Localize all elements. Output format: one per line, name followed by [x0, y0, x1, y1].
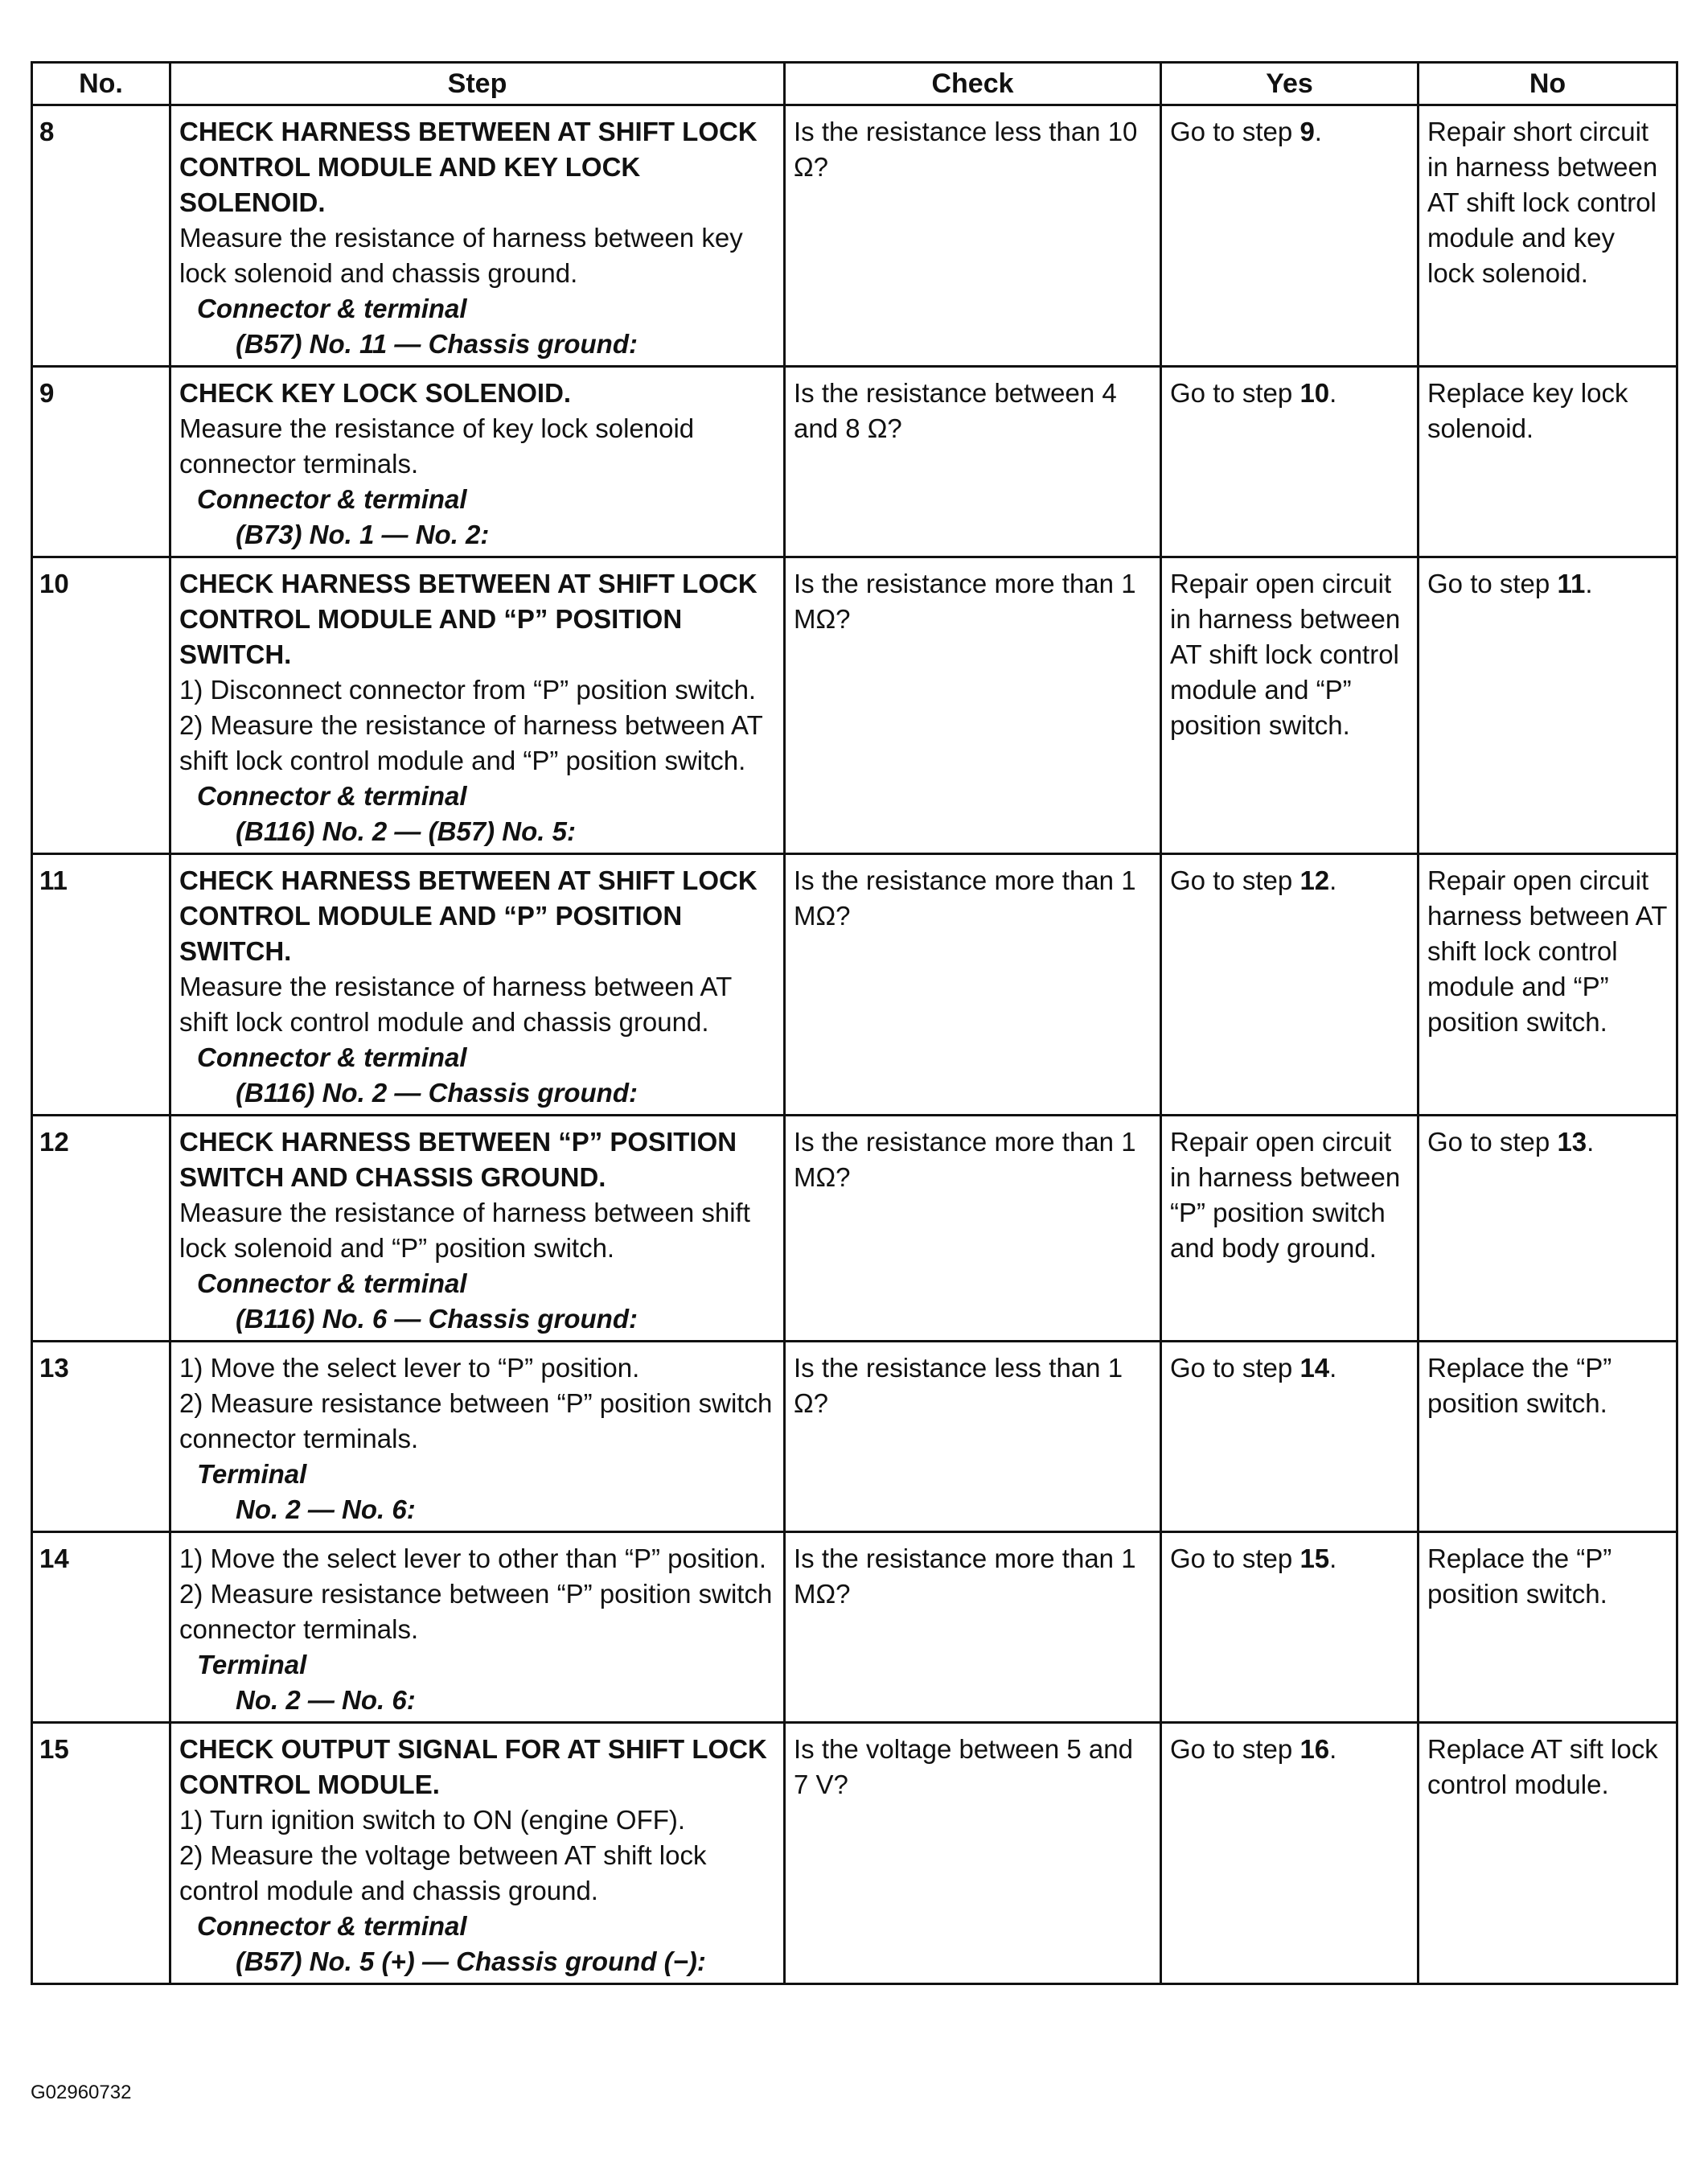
- check-cell: Is the resistance more than 1 MΩ?: [785, 557, 1161, 854]
- step-cell: [170, 1342, 785, 1532]
- step-number: 13: [32, 1342, 170, 1532]
- header-check: Check: [785, 63, 1161, 105]
- table-body: [32, 105, 1677, 1984]
- no-cell: [1419, 1532, 1677, 1723]
- step-heading: CHECK HARNESS BETWEEN “P” POSITION SWITCH AND CHASSIS GROUND.: [179, 1127, 737, 1192]
- step-instruction: 2) Measure resistance between “P” position switch connector terminals.: [179, 1388, 773, 1453]
- terminal-value: No. 2 — No. 6:: [236, 1494, 416, 1524]
- yes-text: Go to step: [1170, 1734, 1300, 1764]
- check-cell: Is the voltage between 5 and 7 V?: [785, 1723, 1161, 1984]
- step-cell: [170, 557, 785, 854]
- no-text: Go to step: [1427, 569, 1558, 598]
- yes-cell: [1161, 105, 1419, 367]
- step-number: 14: [32, 1532, 170, 1723]
- no-cell: [1419, 1116, 1677, 1342]
- header-step: Step: [170, 63, 785, 105]
- table-row: [32, 1723, 1677, 1984]
- step-instruction: 2) Measure resistance between “P” position switch connector terminals.: [179, 1579, 773, 1644]
- yes-text: Go to step: [1170, 378, 1300, 408]
- yes-text: 16: [1299, 1734, 1330, 1764]
- no-text: .: [1587, 1127, 1595, 1157]
- step-cell: [170, 854, 785, 1116]
- check-cell: Is the resistance more than 1 MΩ?: [785, 854, 1161, 1116]
- table-row: [32, 1342, 1677, 1532]
- check-cell: Is the resistance less than 10 Ω?: [785, 105, 1161, 367]
- table-row: [32, 105, 1677, 367]
- no-text: Repair short circuit in harness between AT shift lock control module and key lock solenoid.: [1427, 117, 1658, 288]
- step-heading: CHECK KEY LOCK SOLENOID.: [179, 378, 572, 408]
- terminal-label: Connector & terminal: [197, 294, 467, 323]
- step-instruction: 2) Measure the resistance of harness between AT shift lock control module and “P” position switch.: [179, 710, 763, 775]
- step-instruction: 2) Measure the voltage between AT shift lock control module and chassis ground.: [179, 1840, 707, 1905]
- yes-text: 12: [1299, 865, 1330, 895]
- diagnostic-table: [31, 61, 1678, 1985]
- no-text: 11: [1557, 569, 1586, 598]
- step-cell: [170, 1723, 785, 1984]
- terminal-label: Connector & terminal: [197, 1911, 467, 1941]
- terminal-label: Connector & terminal: [197, 1268, 467, 1298]
- yes-text: .: [1329, 1543, 1337, 1573]
- no-cell: [1419, 557, 1677, 854]
- terminal-value: (B116) No. 2 — (B57) No. 5:: [236, 816, 576, 846]
- yes-text: .: [1329, 1734, 1337, 1764]
- yes-cell: [1161, 557, 1419, 854]
- no-cell: [1419, 105, 1677, 367]
- yes-cell: [1161, 1342, 1419, 1532]
- header-no: No.: [32, 63, 170, 105]
- yes-text: Repair open circuit in harness between “P” position switch and body ground.: [1170, 1127, 1401, 1263]
- no-cell: [1419, 1342, 1677, 1532]
- step-instruction: 1) Move the select lever to “P” position.: [179, 1353, 640, 1383]
- yes-text: .: [1314, 117, 1322, 146]
- table-row: [32, 854, 1677, 1116]
- yes-text: Go to step: [1170, 1353, 1300, 1383]
- step-heading: CHECK HARNESS BETWEEN AT SHIFT LOCK CONTROL MODULE AND KEY LOCK SOLENOID.: [179, 117, 758, 217]
- terminal-value: (B57) No. 5 (+) — Chassis ground (−):: [236, 1946, 706, 1976]
- yes-text: Go to step: [1170, 117, 1300, 146]
- no-text: Repair open circuit harness between AT shift lock control module and “P” position switch.: [1427, 865, 1667, 1037]
- no-cell: [1419, 1723, 1677, 1984]
- terminal-value: (B73) No. 1 — No. 2:: [236, 520, 490, 549]
- step-heading: CHECK HARNESS BETWEEN AT SHIFT LOCK CONTROL MODULE AND “P” POSITION SWITCH.: [179, 865, 758, 966]
- yes-text: Go to step: [1170, 1543, 1300, 1573]
- step-number: 8: [32, 105, 170, 367]
- no-text: .: [1585, 569, 1593, 598]
- no-text: 13: [1557, 1127, 1587, 1157]
- no-text: Replace the “P” position switch.: [1427, 1353, 1612, 1418]
- no-text: Go to step: [1427, 1127, 1558, 1157]
- step-heading: CHECK OUTPUT SIGNAL FOR AT SHIFT LOCK CONTROL MODULE.: [179, 1734, 767, 1799]
- diagnostic-table-container: [31, 61, 1676, 1985]
- yes-text: Repair open circuit in harness between AT shift lock control module and “P” position switch.: [1170, 569, 1401, 740]
- yes-text: .: [1329, 378, 1337, 408]
- yes-text: 9: [1299, 117, 1315, 146]
- no-text: Replace AT sift lock control module.: [1427, 1734, 1658, 1799]
- table-row: [32, 1532, 1677, 1723]
- step-cell: [170, 1532, 785, 1723]
- check-cell: Is the resistance more than 1 MΩ?: [785, 1116, 1161, 1342]
- header-row: [32, 63, 1677, 105]
- step-instruction: Measure the resistance of key lock solenoid connector terminals.: [179, 413, 695, 479]
- check-cell: Is the resistance between 4 and 8 Ω?: [785, 367, 1161, 557]
- yes-cell: [1161, 854, 1419, 1116]
- terminal-value: (B116) No. 2 — Chassis ground:: [236, 1078, 638, 1108]
- step-instruction: 1) Disconnect connector from “P” position switch.: [179, 675, 757, 705]
- step-instruction: 1) Turn ignition switch to ON (engine OFF).: [179, 1805, 686, 1835]
- yes-text: 10: [1299, 378, 1330, 408]
- terminal-label: Terminal: [197, 1459, 307, 1489]
- step-number: 10: [32, 557, 170, 854]
- no-text: Replace key lock solenoid.: [1427, 378, 1628, 443]
- check-cell: Is the resistance more than 1 MΩ?: [785, 1532, 1161, 1723]
- step-instruction: Measure the resistance of harness between key lock solenoid and chassis ground.: [179, 223, 743, 288]
- yes-text: .: [1329, 1353, 1337, 1383]
- no-cell: [1419, 854, 1677, 1116]
- step-instruction: Measure the resistance of harness between AT shift lock control module and chassis ground.: [179, 972, 732, 1037]
- step-cell: [170, 1116, 785, 1342]
- yes-cell: [1161, 367, 1419, 557]
- terminal-label: Terminal: [197, 1650, 307, 1679]
- step-heading: CHECK HARNESS BETWEEN AT SHIFT LOCK CONTROL MODULE AND “P” POSITION SWITCH.: [179, 569, 758, 669]
- yes-text: Go to step: [1170, 865, 1300, 895]
- yes-text: 14: [1299, 1353, 1330, 1383]
- table-row: [32, 367, 1677, 557]
- yes-text: .: [1329, 865, 1337, 895]
- header-yes: Yes: [1161, 63, 1419, 105]
- step-cell: [170, 367, 785, 557]
- yes-cell: [1161, 1116, 1419, 1342]
- terminal-value: No. 2 — No. 6:: [236, 1685, 416, 1715]
- terminal-label: Connector & terminal: [197, 781, 467, 811]
- step-instruction: 1) Move the select lever to other than “P” position.: [179, 1543, 767, 1573]
- no-text: Replace the “P” position switch.: [1427, 1543, 1612, 1609]
- table-row: [32, 1116, 1677, 1342]
- yes-text: 15: [1299, 1543, 1330, 1573]
- step-instruction: Measure the resistance of harness between shift lock solenoid and “P” position switch.: [179, 1198, 750, 1263]
- table-row: [32, 557, 1677, 854]
- step-number: 11: [32, 854, 170, 1116]
- header-no-result: No: [1419, 63, 1677, 105]
- step-number: 9: [32, 367, 170, 557]
- terminal-label: Connector & terminal: [197, 1042, 467, 1072]
- terminal-value: (B57) No. 11 — Chassis ground:: [236, 329, 638, 359]
- step-number: 12: [32, 1116, 170, 1342]
- step-cell: [170, 105, 785, 367]
- yes-cell: [1161, 1532, 1419, 1723]
- no-cell: [1419, 367, 1677, 557]
- yes-cell: [1161, 1723, 1419, 1984]
- terminal-label: Connector & terminal: [197, 484, 467, 514]
- figure-id: G02960732: [31, 2082, 132, 2103]
- check-cell: Is the resistance less than 1 Ω?: [785, 1342, 1161, 1532]
- terminal-value: (B116) No. 6 — Chassis ground:: [236, 1304, 638, 1334]
- step-number: 15: [32, 1723, 170, 1984]
